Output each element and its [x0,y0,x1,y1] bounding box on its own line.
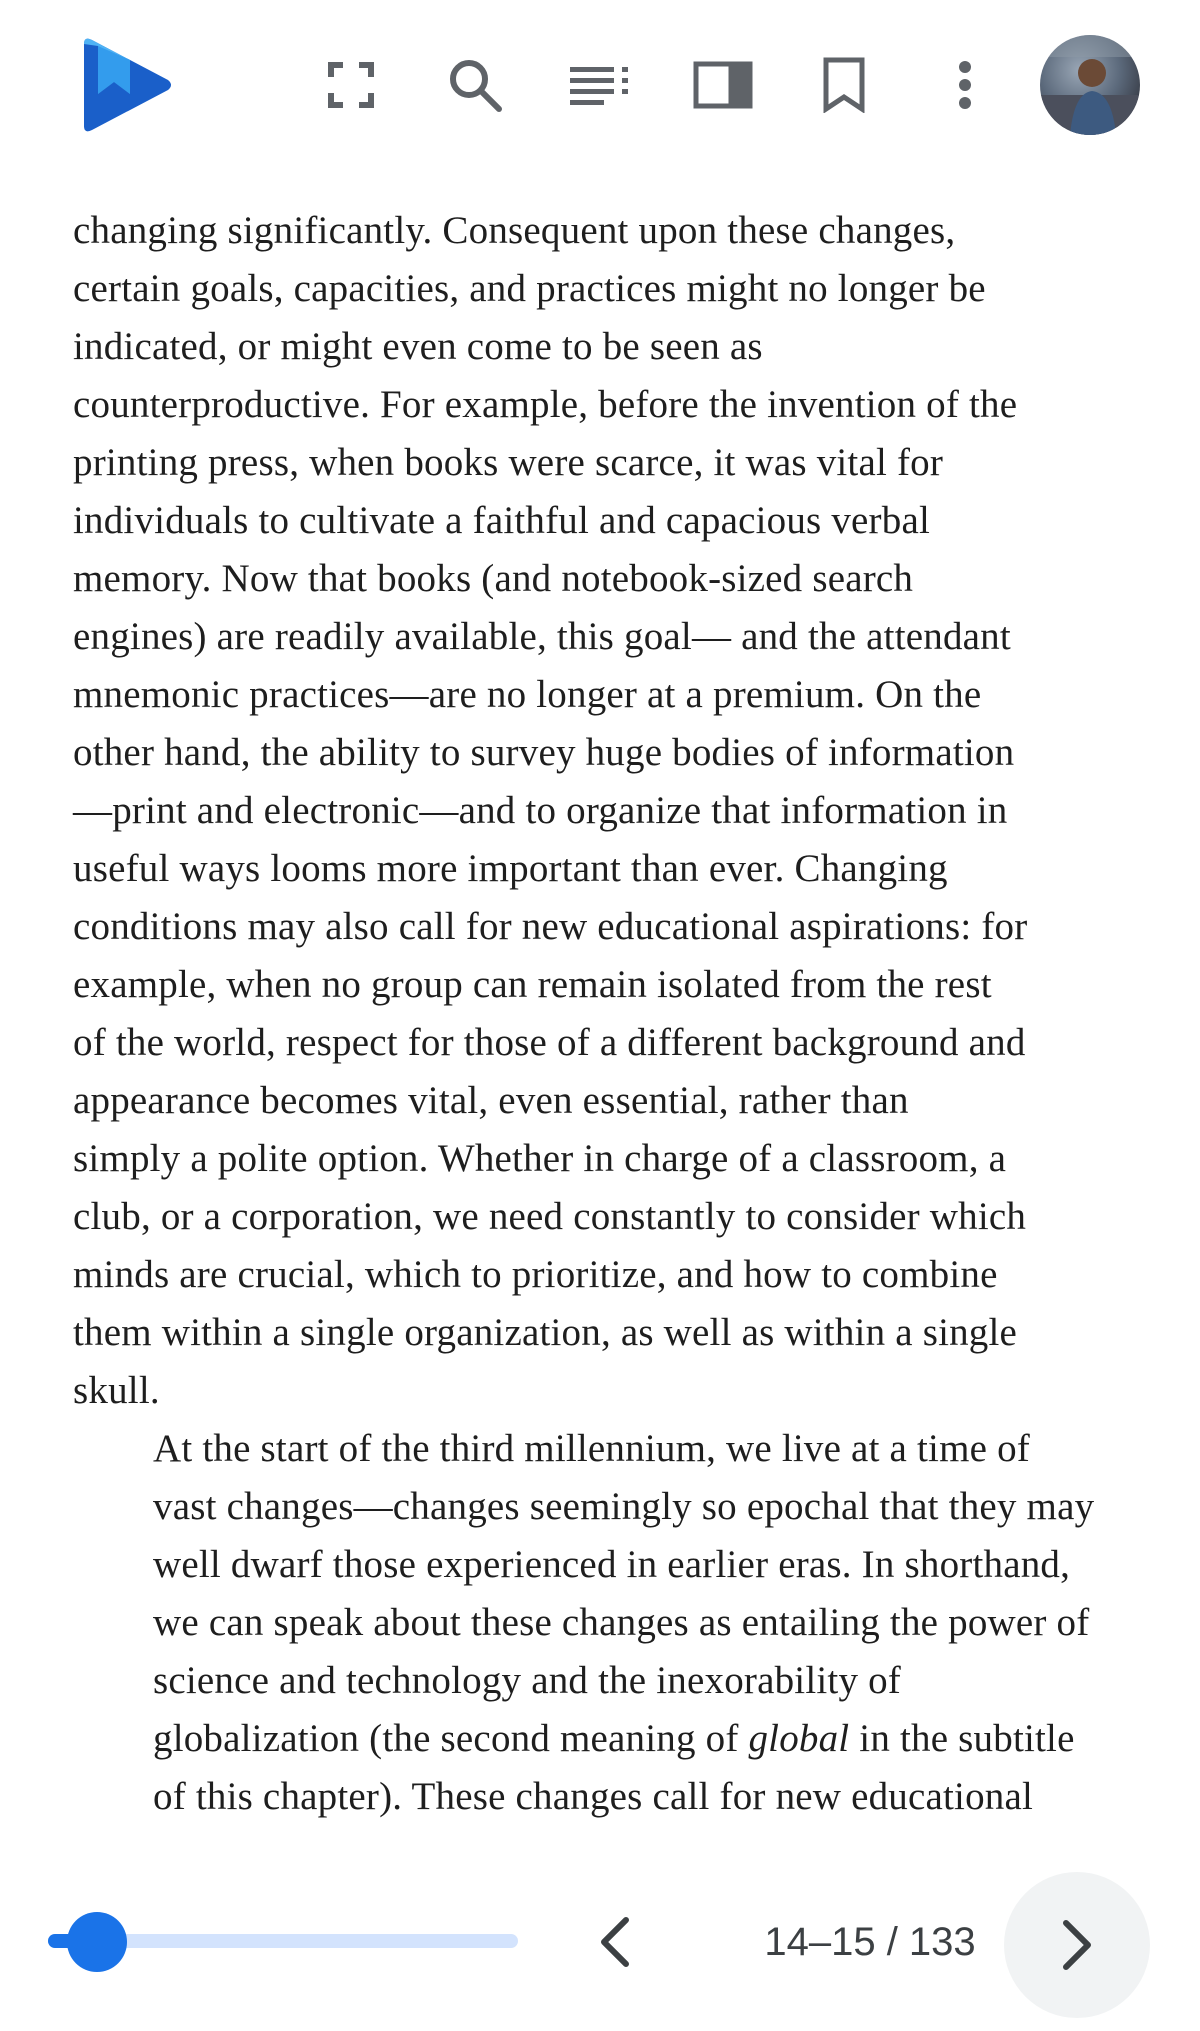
text-line: At the start of the third millennium, we live at a time of [153,1427,1030,1470]
text-line: we can speak about these changes as entailing the power of [153,1601,1090,1644]
text-line: example, when no group can remain isolated from the rest [73,963,992,1006]
side-panel-icon[interactable] [688,52,758,118]
chevron-left-icon [598,1916,632,1968]
page-indicator: 14–15 / 133 [764,1920,976,1964]
progress-slider-thumb[interactable] [67,1912,127,1972]
top-toolbar [0,0,1200,170]
text-line: vast changes—changes seemingly so epochal that they may [153,1485,1095,1528]
text-line: indicated, or might even come to be seen as [73,325,763,368]
paragraph-2 [73,1420,1143,1826]
more-vert-icon[interactable] [945,52,985,118]
bookmark-icon[interactable] [814,52,874,118]
text-line: well dwarf those experienced in earlier eras. In shorthand, [153,1543,1071,1586]
text-line: certain goals, capacities, and practices might no longer be [73,267,986,310]
text-line: them within a single organization, as well as within a single [73,1311,1018,1354]
text-line: counterproductive. For example, before the invention of the [73,383,1018,426]
text-line: changing significantly. Consequent upon these changes, [73,209,956,252]
text-line: minds are crucial, which to prioritize, and how to combine [73,1253,998,1296]
next-page-button[interactable] [1004,1872,1150,2018]
play-books-logo-icon[interactable] [80,36,174,134]
text-line: of this chapter). These changes call for new educational [153,1775,1034,1818]
text-line: memory. Now that books (and notebook-sized search [73,557,914,600]
previous-page-button[interactable] [580,1900,650,1984]
text-line: simply a polite option. Whether in charge of a classroom, a [73,1137,1007,1180]
paragraph-1 [73,202,1143,1420]
text-line [73,1710,1143,1768]
fullscreen-icon[interactable] [320,54,382,116]
book-page [73,202,1143,1826]
text-line: printing press, when books were scarce, it was vital for [73,441,944,484]
text-line: club, or a corporation, we need constantly to consider which [73,1195,1027,1238]
text-line: mnemonic practices—are no longer at a premium. On the [73,673,982,716]
table-of-contents-icon[interactable] [565,52,635,118]
text-line: —print and electronic—and to organize that information in [73,789,1008,832]
text-line: appearance becomes vital, even essential, rather than [73,1079,909,1122]
chevron-right-icon [1060,1919,1094,1971]
text-line: skull. [73,1369,160,1412]
account-avatar[interactable] [1040,35,1140,135]
emphasized-word: global [748,1717,850,1760]
text-segment: globalization (the second meaning of [153,1717,749,1760]
text-line: engines) are readily available, this goal— and the attendant [73,615,1011,658]
text-line: individuals to cultivate a faithful and capacious verbal [73,499,930,542]
text-line: science and technology and the inexorability of [153,1659,901,1702]
text-line: conditions may also call for new educational aspirations: for [73,905,1028,948]
text-line: other hand, the ability to survey huge bodies of information [73,731,1015,774]
search-icon[interactable] [440,50,510,120]
text-line: of the world, respect for those of a different background and [73,1021,1026,1064]
text-line: useful ways looms more important than ever. Changing [73,847,948,890]
text-segment: in the subtitle [849,1717,1075,1760]
